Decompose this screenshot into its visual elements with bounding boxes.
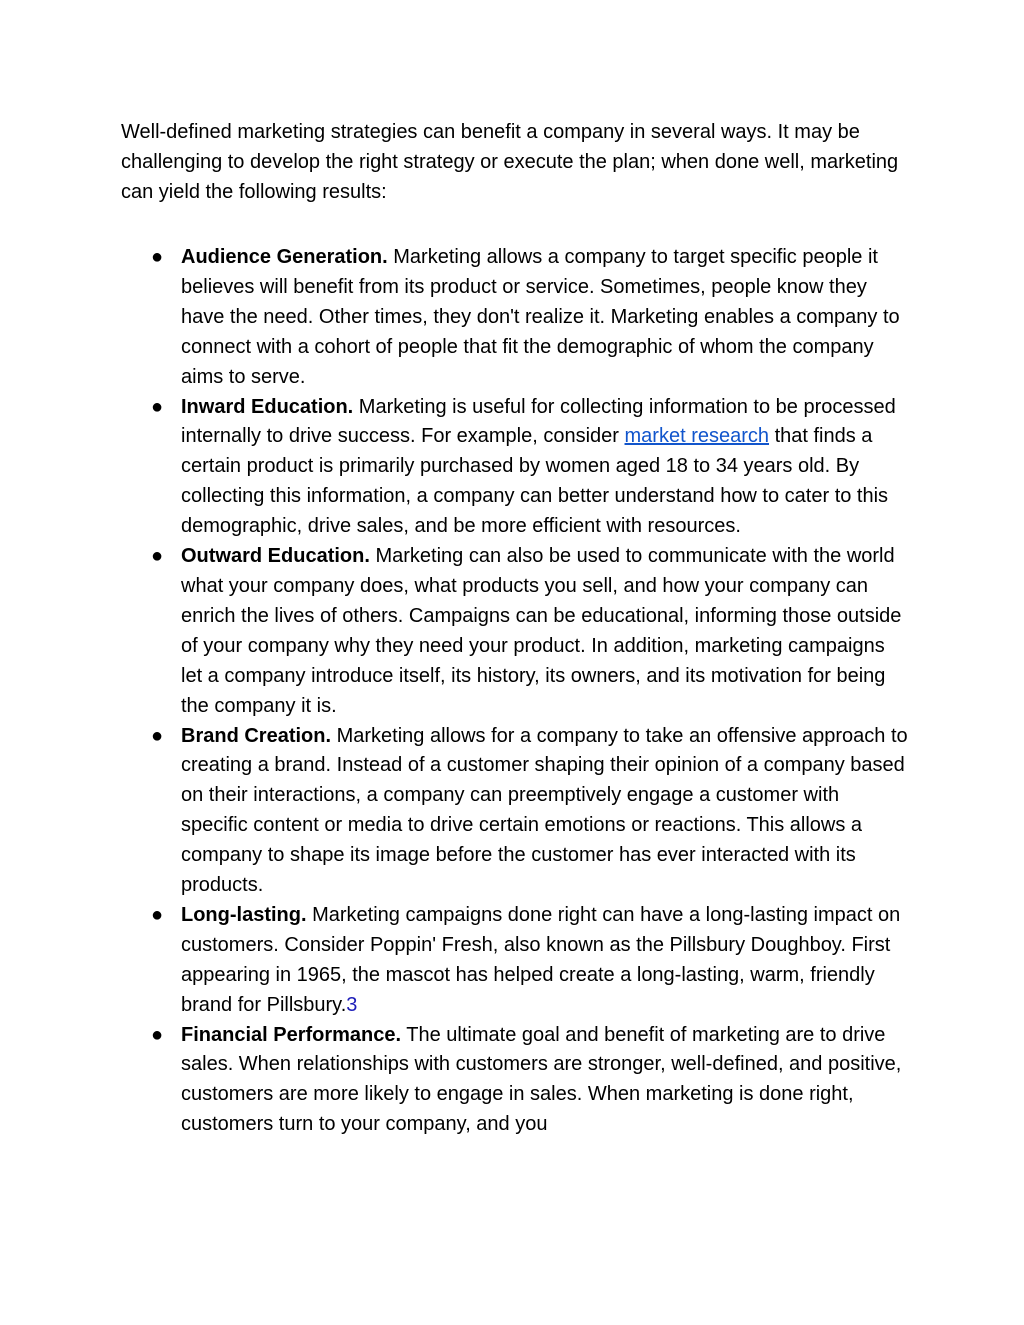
list-item-inward-education [121, 393, 911, 543]
list-item-long-lasting [121, 901, 911, 1021]
item-text: Marketing can also be used to communicate with the world what your company does, what products you sell, and how your company can enrich the lives of others. Campaigns can be educational, informing those outside of your company why they need your product. In addition, marketing campaigns let a company introduce itself, its history, its owners, and its motivation for being the company it is. [181, 545, 902, 717]
bullet-icon: ● [151, 545, 164, 568]
item-term: Brand Creation. [181, 724, 332, 747]
item-term: Long-lasting. [181, 903, 307, 926]
list-item-brand-creation [121, 722, 911, 901]
item-text: Marketing allows for a company to take an offensive approach to creating a brand. Instead of a customer shaping their opinion of a company based on their interactions, a company can preemptively engage a customer with specific content or media to drive certain emotions or reactions. This allows a company to shape its image before the customer has ever interacted with its products. [181, 724, 908, 897]
bullet-icon: ● [151, 724, 164, 747]
bullet-icon: ● [151, 1023, 164, 1046]
list-item-financial-performance [121, 1021, 911, 1141]
item-term: Outward Education. [181, 545, 370, 568]
item-term: Financial Performance. [181, 1023, 402, 1046]
list-item-outward-education [121, 542, 911, 721]
bullet-icon: ● [151, 395, 164, 418]
item-text: that finds a certain product is primarily purchased by women aged 18 to 34 years old. By collecting this information, a company can better understand how to cater to this demographic, drive sales, and be more efficient with resources. [181, 425, 889, 538]
item-text: The ultimate goal and benefit of marketing are to drive sales. When relationships with customers are stronger, well-defined, and positive, customers are more likely to engage in sales. When marketing is done right, customers turn to your company, and you [181, 1023, 902, 1136]
item-text: Marketing allows a company to target specific people it believes will benefit from its product or service. Sometimes, people know they have the need. Other times, they don't realize it. Marketing enables a company to connect with a cohort of people that fit the demographic of whom the company aims to serve. [181, 246, 900, 388]
footnote-reference-link[interactable]: 3 [346, 993, 358, 1016]
item-text: Marketing campaigns done right can have a long-lasting impact on customers. Consider Poppin' Fresh, also known as the Pillsbury Doughboy. First appearing in 1965, the mascot has helped create a long-lasting, warm, friendly brand for Pillsbury. [181, 903, 901, 1016]
item-text: Marketing is useful for collecting information to be processed internally to drive success. For example, consider [181, 395, 896, 448]
market-research-link[interactable]: market research [624, 425, 770, 448]
bullet-icon: ● [151, 246, 164, 268]
item-term: Inward Education. [181, 395, 354, 418]
intro-paragraph: Well-defined marketing strategies can benefit a company in several ways. It may be challenging to develop the right strategy or execute the plan; when done well, marketing can yield the following results: [121, 121, 899, 203]
benefits-list [121, 243, 911, 1140]
bullet-icon: ● [151, 903, 164, 926]
list-item-audience-generation [121, 243, 911, 393]
item-term: Audience Generation. [181, 246, 388, 268]
